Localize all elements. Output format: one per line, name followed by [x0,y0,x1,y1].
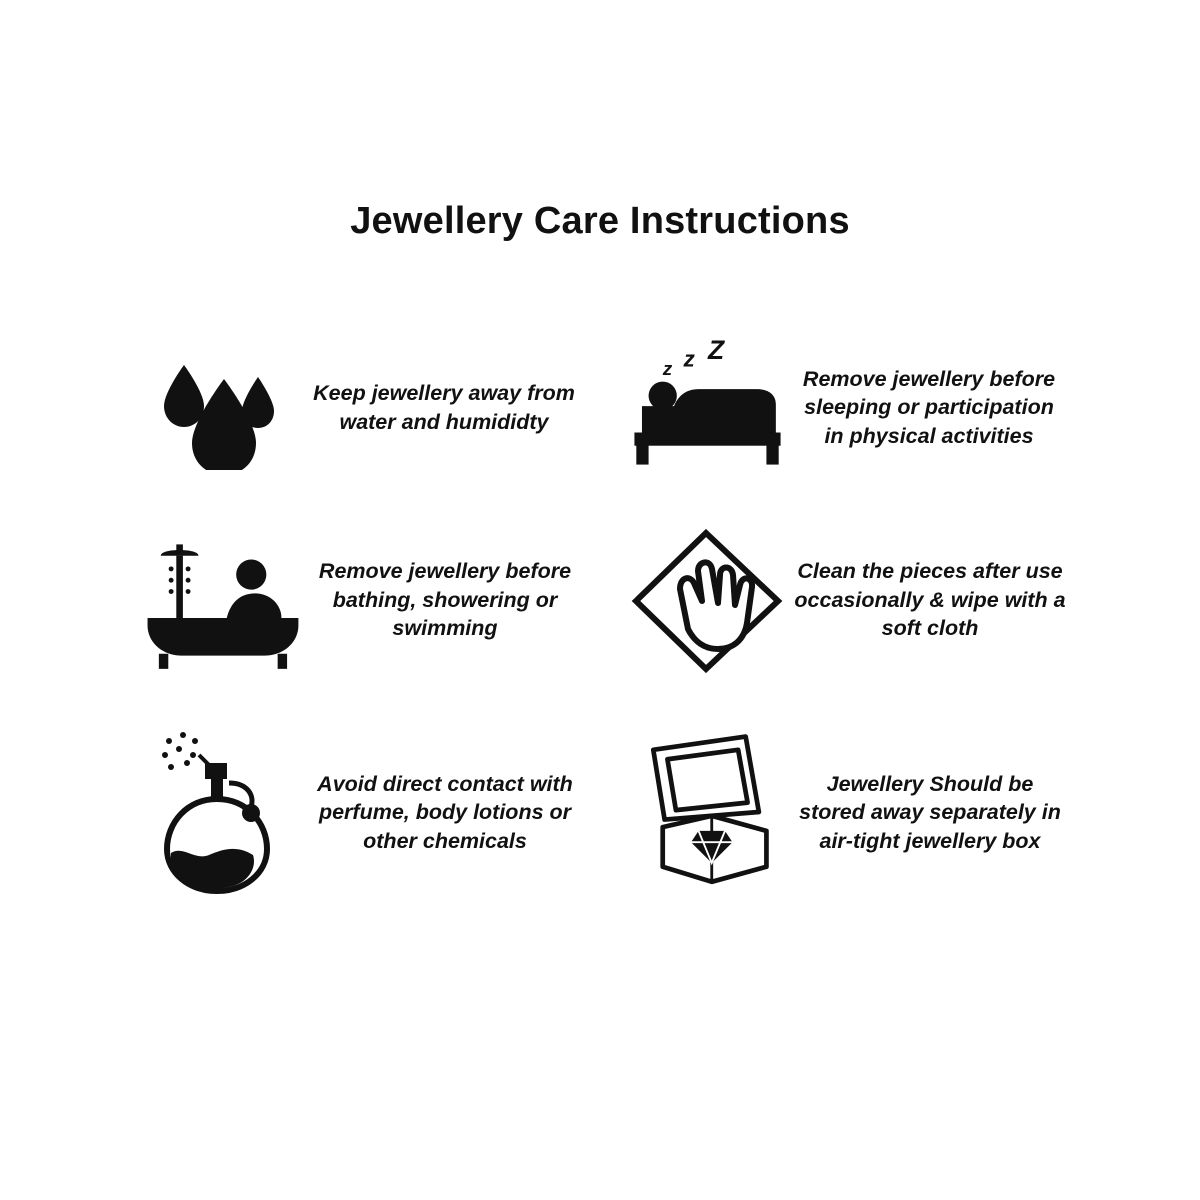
instruction-item-perfume [140,705,585,920]
jewellery-box-ring-icon [625,720,790,905]
svg-text:Z: Z [707,337,725,365]
instruction-text: Jewellery Should be stored away separately in air-tight jewellery box [799,771,1061,853]
instruction-item-water [140,320,585,495]
hand-wiping-cloth-icon [625,518,790,683]
instruction-text: Remove jewellery before sleeping or participation in physical activities [802,366,1056,448]
perfume-bottle-spray-icon [140,720,305,905]
instruction-item-sleep [625,320,1070,495]
svg-text:z: z [662,357,673,379]
instruction-text: Avoid direct contact with perfume, body lotions or other chemicals [317,771,573,853]
instruction-text: Keep jewellery away from water and humididty [313,381,575,434]
instruction-item-bathing [140,495,585,705]
instruction-item-storage [625,705,1070,920]
bathtub-shower-icon [140,518,305,683]
instruction-item-cleaning [625,495,1070,705]
water-drops-icon [140,333,305,483]
page-title: Jewellery Care Instructions [350,200,850,242]
sleeping-person-bed-icon [625,333,790,483]
instruction-text: Remove jewellery before bathing, showering or swimming [318,559,572,641]
instruction-grid [140,320,1070,920]
instruction-text: Clean the pieces after use occasionally & wipe with a soft cloth [794,559,1066,641]
svg-text:z: z [683,346,695,372]
